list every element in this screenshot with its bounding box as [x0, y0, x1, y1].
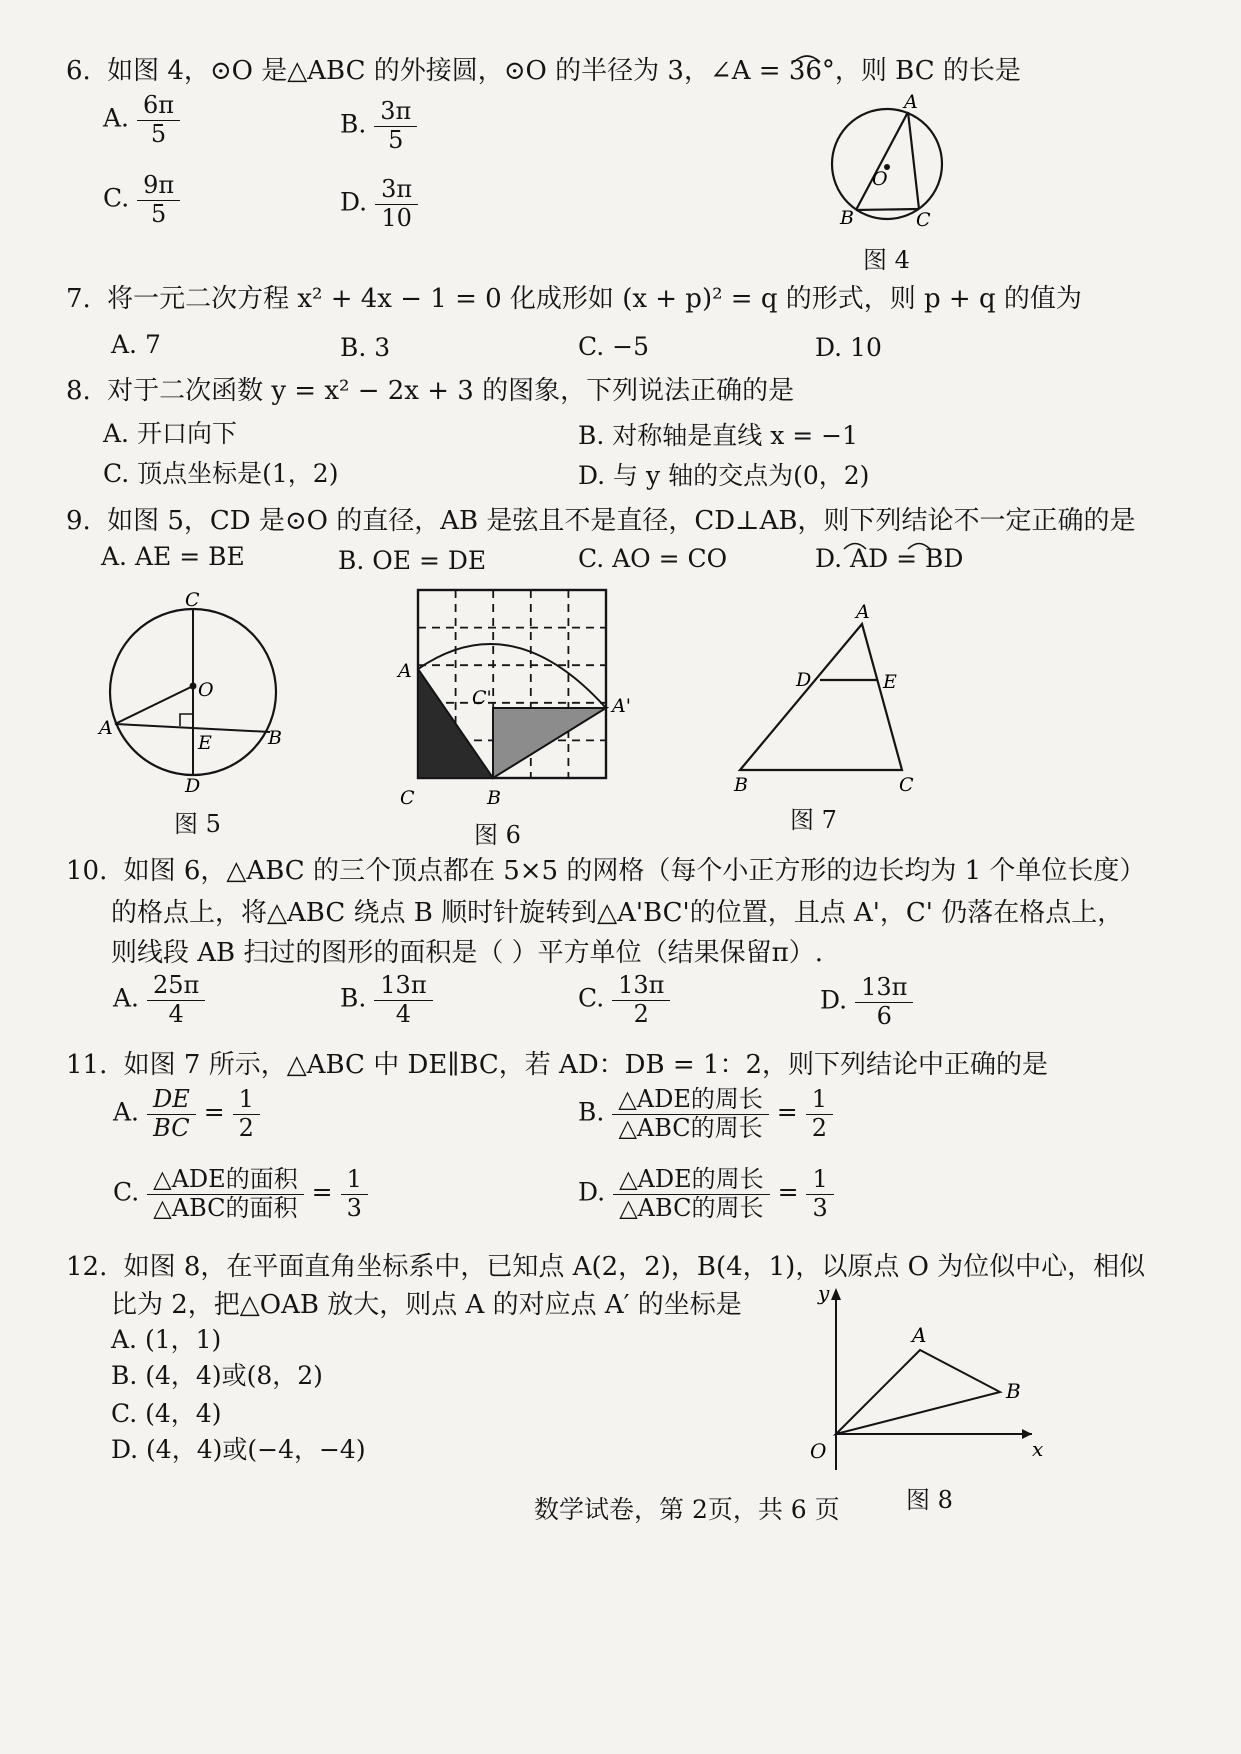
fig7-label-d: D — [796, 669, 812, 691]
fig6-label-c-prime: C' — [472, 687, 492, 709]
fig5-label-d: D — [185, 775, 201, 797]
fig7-label-c: C — [899, 774, 914, 796]
q7-number: 7. — [66, 284, 91, 314]
fig5-center-dot — [190, 683, 197, 690]
q11-option-d[interactable]: D. $\frac{\text{△ADE的周长}}{\text{△ABC的周长}}$ = $\frac{1}{3}$ — [578, 1166, 834, 1222]
fig7-label-b: B — [734, 774, 748, 796]
fig5-label-o: O — [198, 679, 214, 701]
fig4-label-o: O — [872, 168, 888, 190]
fig8-y-arrow — [831, 1288, 841, 1300]
q6-option-b-fraction: $\frac{3\pi}{5}$ — [374, 98, 417, 154]
q10-option-b-fraction: $\frac{13\pi}{4}$ — [374, 972, 432, 1028]
q12-option-d[interactable]: D. (4，4)或(−4，−4) — [111, 1435, 366, 1464]
fig6-triangle-abc — [418, 669, 493, 778]
q11-option-c[interactable]: C. $\frac{\text{△ADE的面积}}{\text{△ABC的面积}}$ = $\frac{1}{3}$ — [113, 1166, 368, 1222]
q10-text-line1: 如图 6，△ABC 的三个顶点都在 5×5 的网格（每个小正方形的边长均为 1 个单位长度） — [123, 856, 1146, 886]
q8-option-d[interactable]: D. 与 y 轴的交点为(0，2) — [578, 461, 870, 490]
fig4-side-bc — [856, 209, 919, 210]
q6-option-d-fraction: $\frac{3\pi}{10}$ — [375, 176, 418, 232]
q9-text: 如图 5，CD 是⊙O 的直径，AB 是弦且不是直径，CD⊥AB，则下列结论不一定正确的是 — [107, 506, 1136, 536]
q6-stem — [66, 50, 1021, 87]
q10-option-a[interactable]: A. $\frac{25\pi}{4}$ — [113, 972, 205, 1028]
q12-stem-line1 — [66, 1246, 1145, 1283]
fig6-arc-aa-prime — [418, 644, 606, 708]
q6-option-a[interactable]: A. $\frac{6\pi}{5}$ — [103, 92, 180, 148]
fig7-triangle-abc — [740, 624, 902, 770]
q7-option-c[interactable]: C. −5 — [578, 332, 649, 361]
figure-5 — [96, 586, 296, 806]
figure-4 — [820, 92, 960, 242]
fig4-side-ac — [908, 112, 919, 209]
q7-text: 将一元二次方程 x² + 4x − 1 = 0 化成形如 (x + p)² = q 的形式，则 p + q 的值为 — [107, 284, 1082, 314]
q8-text: 对于二次函数 y = x² − 2x + 3 的图象，下列说法正确的是 — [107, 376, 795, 406]
q6-text: 如图 4，⊙O 是△ABC 的外接圆，⊙O 的半径为 3，∠A = 36°，则 BC 的长是 — [107, 56, 1021, 86]
q9-stem — [66, 500, 1135, 537]
q10-option-b[interactable]: B. $\frac{13\pi}{4}$ — [340, 972, 433, 1028]
fig8-triangle-oab — [836, 1350, 1000, 1434]
fig5-label-c: C — [185, 589, 200, 611]
fig5-label-a: A — [99, 717, 113, 739]
figure-6-caption: 图 6 — [474, 821, 521, 849]
q9-number: 9. — [66, 506, 91, 536]
q9-option-b[interactable]: B. OE = DE — [338, 546, 487, 575]
q10-option-c[interactable]: C. $\frac{13\pi}{2}$ — [578, 972, 670, 1028]
fig6-triangle-a-prime-bc-prime — [493, 708, 606, 778]
q12-option-c[interactable]: C. (4，4) — [111, 1399, 222, 1428]
fig7-label-e: E — [883, 671, 897, 693]
q6-option-d[interactable]: D. $\frac{3\pi}{10}$ — [340, 176, 418, 232]
q8-option-b[interactable]: B. 对称轴是直线 x = −1 — [578, 421, 859, 450]
q7-option-b[interactable]: B. 3 — [340, 333, 391, 362]
q6-option-a-fraction: $\frac{6\pi}{5}$ — [137, 92, 180, 148]
fig8-label-y: y — [818, 1281, 830, 1305]
q10-text-line2: 的格点上，将△ABC 绕点 B 顺时针旋转到△A'BC'的位置，且点 A'，C' 仍落在格点上， — [111, 898, 1124, 928]
fig4-label-b: B — [840, 207, 854, 229]
fig6-label-b: B — [487, 787, 501, 809]
q11-text: 如图 7 所示，△ABC 中 DE∥BC，若 AD：DB = 1：2，则下列结论中正确的是 — [123, 1050, 1049, 1080]
q7-option-a[interactable]: A. 7 — [111, 330, 161, 359]
fig6-label-c: C — [400, 787, 415, 809]
q11-stem — [66, 1044, 1048, 1081]
q10-number: 10. — [66, 856, 108, 886]
q11-number: 11. — [66, 1050, 108, 1080]
q11-option-a[interactable]: A. $\frac{DE}{BC}$ = $\frac{1}{2}$ — [113, 1086, 260, 1142]
arc-mark-ad — [842, 540, 868, 550]
fig5-right-angle-mark — [180, 714, 193, 726]
q12-text-line2: 比为 2，把△OAB 放大，则点 A 的对应点 A′ 的坐标是 — [111, 1290, 742, 1320]
q8-option-c[interactable]: C. 顶点坐标是(1，2) — [103, 459, 339, 488]
fig8-label-o: O — [810, 1439, 827, 1463]
fig4-label-c: C — [916, 209, 931, 231]
q12-option-a[interactable]: A. (1，1) — [111, 1325, 222, 1354]
fig5-label-e: E — [198, 732, 212, 754]
figure-6 — [392, 584, 652, 824]
fig4-side-ab — [856, 112, 908, 210]
q12-number: 12. — [66, 1252, 108, 1282]
page-footer: 数学试卷，第 2页，共 6 页 — [534, 1495, 840, 1524]
fig8-label-b: B — [1006, 1379, 1021, 1403]
q12-option-b[interactable]: B. (4，4)或(8，2) — [111, 1361, 323, 1390]
fig8-label-x: x — [1032, 1437, 1044, 1461]
figure-7-caption: 图 7 — [790, 806, 837, 834]
q6-option-b[interactable]: B. $\frac{3\pi}{5}$ — [340, 98, 417, 154]
fig8-x-arrow — [1022, 1429, 1032, 1439]
figure-8-caption: 图 8 — [906, 1486, 953, 1514]
figure-7 — [728, 596, 948, 796]
fig6-label-a: A — [398, 660, 412, 682]
arc-mark-bd — [906, 540, 932, 550]
q6-option-c[interactable]: C. $\frac{9\pi}{5}$ — [103, 172, 180, 228]
q6-number: 6. — [66, 56, 91, 86]
figure-8 — [800, 1280, 1044, 1480]
q11-option-b[interactable]: B. $\frac{\text{△ADE的周长}}{\text{△ABC的周长}}$ = $\frac{1}{2}$ — [578, 1086, 833, 1142]
fig5-label-b: B — [268, 727, 282, 749]
q12-text-line1: 如图 8，在平面直角坐标系中，已知点 A(2，2)，B(4，1)，以原点 O 为位似中心，相似 — [123, 1252, 1146, 1282]
fig8-label-a: A — [912, 1323, 927, 1347]
q9-option-a[interactable]: A. AE = BE — [101, 542, 245, 571]
figure-4-caption: 图 4 — [863, 246, 910, 274]
q10-stem-line1 — [66, 850, 1145, 887]
q10-option-c-fraction: $\frac{13\pi}{2}$ — [612, 972, 670, 1028]
q8-stem — [66, 370, 794, 407]
q9-option-d[interactable]: D. AD = BD — [815, 544, 964, 573]
fig6-label-a-prime: A' — [612, 695, 631, 717]
fig4-label-a: A — [904, 91, 918, 113]
q7-option-d[interactable]: D. 10 — [815, 333, 882, 362]
q7-stem — [66, 278, 1082, 315]
q10-option-a-fraction: $\frac{25\pi}{4}$ — [147, 972, 205, 1028]
q8-option-a[interactable]: A. 开口向下 — [103, 419, 237, 448]
q6-option-c-fraction: $\frac{9\pi}{5}$ — [137, 172, 180, 228]
arc-mark-bc — [792, 52, 822, 64]
q8-number: 8. — [66, 376, 91, 406]
q10-option-d-fraction: $\frac{13\pi}{6}$ — [855, 974, 913, 1030]
figure-5-caption: 图 5 — [174, 810, 221, 838]
q10-text-line3: 则线段 AB 扫过的图形的面积是（ ）平方单位（结果保留π）. — [111, 938, 824, 968]
q10-option-d[interactable]: D. $\frac{13\pi}{6}$ — [820, 974, 913, 1030]
fig5-radius-ao — [115, 686, 193, 724]
fig7-label-a: A — [856, 601, 870, 623]
q9-option-c[interactable]: C. AO = CO — [578, 544, 728, 573]
